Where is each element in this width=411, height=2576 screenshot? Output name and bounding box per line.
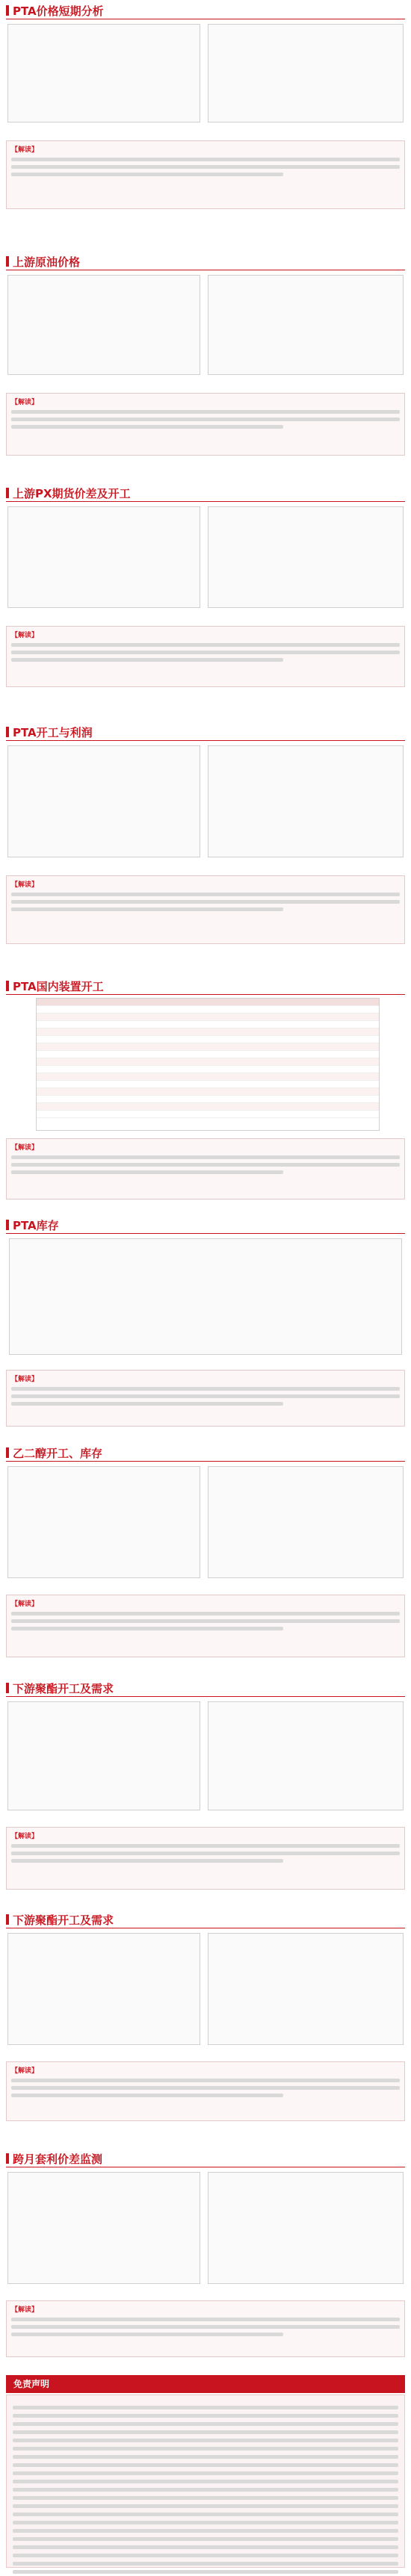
chart-panel (208, 1701, 404, 1810)
section-px (0, 485, 411, 717)
section-title-text: 下游聚酯开工及需求 (13, 1914, 114, 1927)
chart-panel (7, 2172, 200, 2284)
interpretation-label: 【解读】 (11, 146, 39, 154)
section-plants (0, 978, 411, 1217)
interpretation-block (6, 875, 405, 944)
chart-panel (208, 2172, 404, 2284)
interpretation-label: 【解读】 (11, 2306, 39, 2314)
interpretation-label: 【解读】 (11, 1601, 39, 1608)
section-title-text: PTA国内装置开工 (13, 980, 104, 993)
chart-panel (208, 506, 404, 608)
section-title-text: PTA价格短期分析 (13, 4, 104, 18)
section-title-text: 乙二醇开工、库存 (13, 1447, 103, 1460)
section-title (6, 1217, 405, 1234)
chart-panel (7, 506, 200, 608)
interpretation-label: 【解读】 (11, 1376, 39, 1383)
section-title (6, 2151, 405, 2167)
chart-panel (7, 1701, 200, 1810)
chart-panel (208, 1933, 404, 2045)
section-meg (0, 1445, 411, 1677)
interpretation-block (6, 1370, 405, 1427)
interpretation-label: 【解读】 (11, 2067, 39, 2075)
plant-table (36, 998, 380, 1131)
interpretation-block (6, 393, 405, 456)
section-crude-oil (0, 254, 411, 500)
section-title-text: PTA库存 (13, 1219, 59, 1232)
section-title (6, 254, 405, 270)
section-title-text: 上游PX期货价差及开工 (13, 487, 131, 500)
section-title (6, 1680, 405, 1697)
chart-panel (7, 1466, 200, 1578)
section-title-text: 上游原油价格 (13, 255, 81, 269)
interpretation-block (6, 140, 405, 209)
section-title-text: PTA开工与利润 (13, 726, 93, 739)
interpretation-block (6, 2300, 405, 2357)
section-spread (0, 2151, 411, 2368)
section-title (6, 724, 405, 741)
section-pta-inventory (0, 1217, 411, 1441)
disclaimer-body (6, 2395, 405, 2568)
chart-panel (208, 275, 404, 375)
section-title (6, 3, 405, 19)
chart-panel (7, 1933, 200, 2045)
section-polyester-2 (0, 1912, 411, 2136)
chart-panel (7, 24, 200, 122)
interpretation-label: 【解读】 (11, 399, 39, 406)
interpretation-block (6, 1595, 405, 1657)
interpretation-block (6, 626, 405, 687)
interpretation-block (6, 2061, 405, 2121)
chart-panel (208, 745, 404, 857)
section-title-text: 下游聚酯开工及需求 (13, 1682, 114, 1695)
interpretation-label: 【解读】 (11, 1833, 39, 1840)
section-polyester (0, 1680, 411, 1905)
chart-panel (208, 24, 404, 122)
section-title (6, 1912, 405, 1928)
disclaimer-title: 免责声明 (6, 2375, 405, 2393)
chart-panel (9, 1238, 402, 1355)
chart-panel (7, 745, 200, 857)
interpretation-label: 【解读】 (11, 1144, 39, 1152)
interpretation-label: 【解读】 (11, 632, 39, 639)
section-pta-operating (0, 724, 411, 971)
section-title (6, 1445, 405, 1462)
section-pta-price (0, 3, 411, 249)
chart-panel (208, 1466, 404, 1578)
interpretation-block (6, 1138, 405, 1199)
interpretation-block (6, 1827, 405, 1890)
chart-panel (7, 275, 200, 375)
section-title-text: 跨月套利价差监测 (13, 2153, 103, 2166)
interpretation-label: 【解读】 (11, 881, 39, 889)
section-title (6, 485, 405, 502)
section-title (6, 978, 405, 995)
